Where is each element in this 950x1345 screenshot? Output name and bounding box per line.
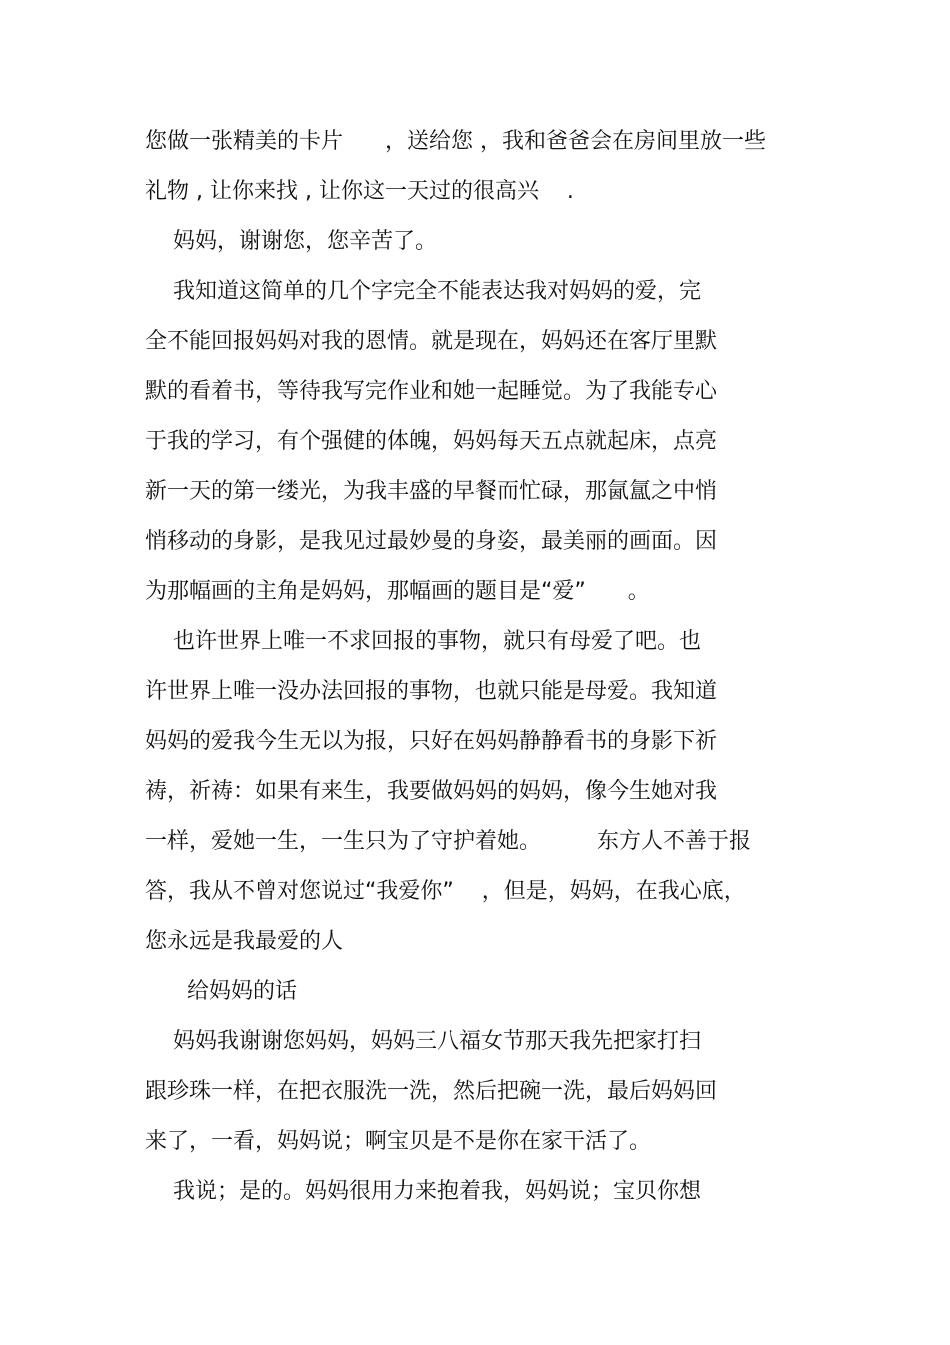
section-heading: 给妈妈的话	[145, 979, 297, 1004]
text-line: 于我的学习，有个强健的体魄，妈妈每天五点就起床，点亮	[145, 429, 718, 454]
text-line: 答，我从不曾对您说过“我爱你” ，但是，妈妈，在我心底，	[145, 879, 746, 904]
text-line: 也许世界上唯一不求回报的事物，就只有母爱了吧。也	[145, 629, 701, 654]
text-line: 悄移动的身影，是我见过最妙曼的身姿，最美丽的画面。因	[145, 529, 718, 554]
text-line: 来了，一看，妈妈说；啊宝贝是不是你在家干活了。	[145, 1129, 652, 1154]
text-line: 妈妈的爱我今生无以为报，只好在妈妈静静看书的身影下祈	[145, 729, 718, 754]
text-line: 许世界上唯一没办法回报的事物，也就只能是母爱。我知道	[145, 679, 718, 704]
text-line: 祷，祈祷：如果有来生，我要做妈妈的妈妈，像今生她对我	[145, 779, 718, 804]
text-line: 妈妈，谢谢您，您辛苦了。	[145, 229, 437, 254]
text-line: 我知道这简单的几个字完全不能表达我对妈妈的爱，完	[145, 279, 701, 304]
text-line: 新一天的第一缕光，为我丰盛的早餐而忙碌，那氤氲之中悄	[145, 479, 718, 504]
text-line: 您做一张精美的卡片 ，送给您 ，我和爸爸会在房间里放一些	[145, 129, 766, 154]
text-line: 默的看着书，等待我写完作业和她一起睡觉。为了我能专心	[145, 379, 718, 404]
text-line: 您永远是我最爱的人	[145, 929, 344, 954]
text-line: 全不能回报妈妈对我的恩情。就是现在，妈妈还在客厅里默	[145, 329, 718, 354]
text-line: 跟珍珠一样，在把衣服洗一洗，然后把碗一洗，最后妈妈回	[145, 1079, 718, 1104]
text-line: 礼物 , 让你来找 , 让你这一天过的很高兴 .	[145, 179, 574, 204]
text-line: 一样，爱她一生，一生只为了守护着她。 东方人不善于报	[145, 829, 751, 854]
text-line: 我说；是的。妈妈很用力来抱着我，妈妈说；宝贝你想	[145, 1179, 701, 1204]
text-line: 妈妈我谢谢您妈妈，妈妈三八福女节那天我先把家打扫	[145, 1029, 701, 1054]
text-line: 为那幅画的主角是妈妈，那幅画的题目是“爱” 。	[145, 579, 650, 604]
